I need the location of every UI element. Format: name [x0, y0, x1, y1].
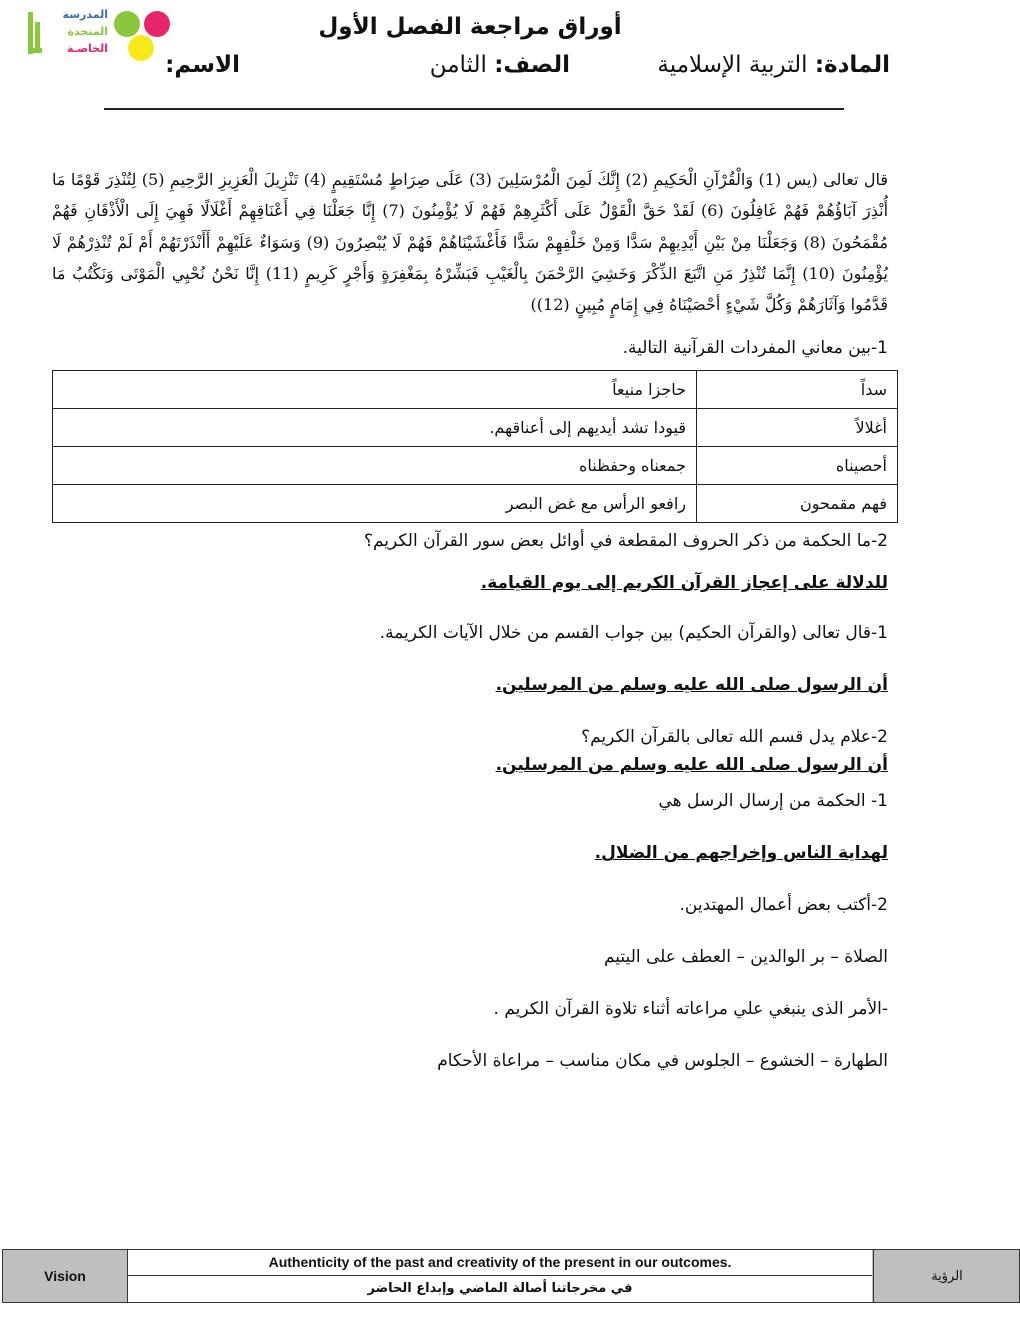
vocab-meaning: حاجزا منيعاً	[53, 371, 697, 409]
question-3: 2-علام يدل قسم الله تعالى بالقرآن الكريم؟	[581, 727, 888, 748]
question-5: 2-أكتب بعض أعمال المهتدين.	[679, 895, 888, 916]
table-row	[53, 485, 898, 523]
logo-line-2: المتحدة	[67, 25, 108, 38]
logo-dot-pink-icon	[144, 11, 170, 37]
vocab-word: سداً	[697, 371, 898, 409]
motto-ar: في مخرجاتنا أصالة الماضي وإبداع الحاضر	[367, 1281, 633, 1296]
main-content	[52, 164, 888, 1071]
vocab-table	[52, 370, 898, 523]
answer-2: أن الرسول صلى الله عليه وسلم من المرسلين.	[495, 675, 888, 696]
page-title: أوراق مراجعة الفصل الأول	[318, 14, 622, 40]
vocab-meaning: جمعناه وحفظناه	[53, 447, 697, 485]
grade-field	[430, 52, 570, 78]
quran-passage: قال تعالى (يس (1) وَالْقُرْآنِ الْحَكِيمِ (2) إِنَّكَ لَمِنَ الْمُرْسَلِينَ (3) عَلَى صِرَاطٍ مُسْتَقِيمٍ (4) تَنْزِيلَ الْعَزِيزِ الرَّحِيمِ (5) لِتُنْذِرَ قَوْمًا مَا أُنْذِرَ آبَاؤُهُمْ فَهُمْ غَافِلُونَ (6) لَقَدْ حَقَّ الْقَوْلُ عَلَى أَكْثَرِهِمْ فَهُمْ لَا يُؤْمِنُونَ (7) إِنَّا جَعَلْنَا فِي أَعْنَاقِهِمْ أَغْلَالًا فَهِيَ إِلَى الْأَذْقَانِ فَهُمْ مُقْمَحُونَ (8) وَجَعَلْنَا مِنْ بَيْنِ أَيْدِيهِمْ سَدًّا وَمِنْ خَلْفِهِمْ سَدًّا فَأَغْشَيْنَاهُمْ فَهُمْ لَا يُبْصِرُونَ (9) وَسَوَاءٌ عَلَيْهِمْ أَأَنْذَرْتَهُمْ أَمْ لَمْ تُنْذِرْهُمْ لَا يُؤْمِنُونَ (10) إِنَّمَا تُنْذِرُ مَنِ اتَّبَعَ الذِّكْرَ وَخَشِيَ الرَّحْمَنَ بِالْغَيْبِ فَبَشِّرْهُ بِمَغْفِرَةٍ وَأَجْرٍ كَرِيمٍ (11) إِنَّا نَحْنُ نُحْيِي الْمَوْتَى وَنَكْتُبُ مَا قَدَّمُوا وَآثَارَهُمْ وَكُلَّ شَيْءٍ أحْصَيْنَاهُ فِي إِمَامٍ مُبِينٍ (12))	[52, 170, 889, 315]
header-divider	[104, 108, 844, 110]
answer-5: الصلاة – بر الوالدين – العطف على اليتيم	[603, 947, 888, 968]
vision-motto	[128, 1250, 872, 1302]
answer-4: لهداية الناس وإخراجهم من الضلال.	[594, 843, 888, 864]
vocab-word: فهم مقمحون	[697, 485, 898, 523]
vocab-question: 1-بين معاني المفردات القرآنية التالية.	[622, 338, 888, 359]
vocab-word: أحصيناه	[697, 447, 898, 485]
subject-label: المادة:	[814, 52, 890, 78]
motto-en: Authenticity of the past and creativity of the present in our outcomes.	[128, 1250, 872, 1276]
logo-line-1: المدرسة	[62, 8, 108, 21]
table-row	[53, 447, 898, 485]
name-field	[165, 52, 240, 78]
logo-line-3: الخاصـة	[66, 42, 108, 55]
answer-6: الطهارة – الخشوع – الجلوس في مكان مناسب – مراعاة الأحكام	[437, 1051, 888, 1072]
answer-3: أن الرسول صلى الله عليه وسلم من المرسلين.	[495, 755, 888, 776]
logo-mark-icon	[26, 12, 44, 54]
table-row	[53, 409, 898, 447]
vocab-meaning: رافعو الرأس مع غض البصر	[53, 485, 697, 523]
name-label: الاسم:	[165, 52, 240, 78]
vocab-word: أغلالاً	[697, 409, 898, 447]
vision-label-en: Vision	[3, 1250, 128, 1302]
vocab-meaning: قيودا تشد أيديهم إلى أعناقهم.	[53, 409, 697, 447]
grade-label: الصف:	[494, 52, 570, 78]
question-2: 1-قال تعالى (والقرآن الحكيم) بين جواب القسم من خلال الآيات الكريمة.	[379, 623, 888, 644]
vision-label-ar: الرؤية	[873, 1250, 1020, 1302]
question-4: 1- الحكمة من إرسال الرسل هي	[658, 791, 888, 812]
logo-dot-green-icon	[114, 11, 140, 37]
table-row	[53, 371, 898, 409]
subject-value: التربية الإسلامية	[657, 52, 815, 78]
grade-value: الثامن	[429, 52, 495, 78]
answer-1: للدلالة على إعجاز القرآن الكريم إلى يوم القيامة.	[480, 573, 888, 594]
header-info	[100, 52, 890, 88]
logo-text	[52, 6, 108, 57]
question-1: 2-ما الحكمة من ذكر الحروف المقطعة في أوائل بعض سور القرآن الكريم؟	[363, 531, 888, 552]
question-6: -الأمر الذى ينبغي علي مراعاته أثناء تلاوة القرآن الكريم .	[493, 999, 888, 1020]
school-logo	[22, 6, 182, 58]
subject-field	[657, 52, 890, 78]
footer-vision-bar	[2, 1249, 1020, 1303]
